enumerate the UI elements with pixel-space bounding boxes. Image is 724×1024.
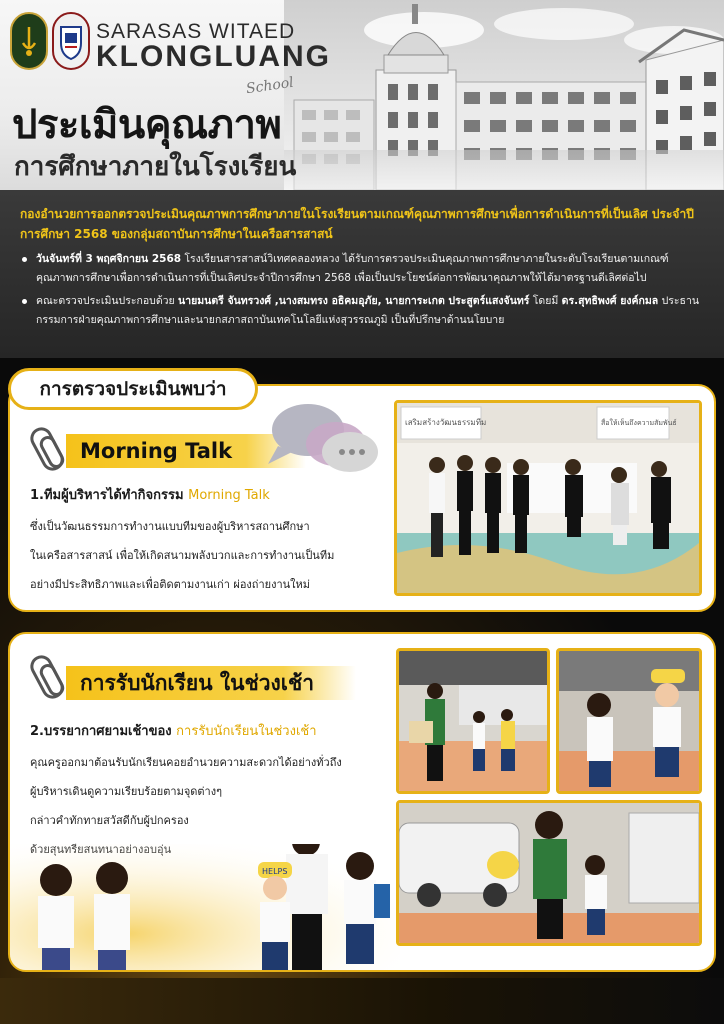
school-name [96,20,331,98]
advisor-name: ดร.สุทธิพงศ์ ยงค์กมล [561,295,659,307]
item-2-line2: ผู้บริหารเดินดูความเรียบร้อยตามจุดต่างๆ [30,785,223,798]
reception-photo-1 [396,648,550,794]
speech-bubbles-icon [258,394,388,484]
findings-tab-label: การตรวจประเมินพบว่า [39,378,227,400]
intro-section [0,190,724,358]
paperclip-icon [26,652,67,703]
header [0,0,724,190]
item-1-title-prefix: 1.ทีมผู้บริหารได้ทำกิจกรรม [30,488,189,503]
visit-date: วันจันทร์ที่ 3 พฤศจิกายน 2568 [36,253,182,265]
item-1-body [30,512,400,599]
school-name-line2: KLONGLUANG [96,40,331,73]
item-2-line1: คุณครูออกมาต้อนรับนักเรียนคอยอำนวยความสะดวกได้อย่างทั่วถึง [30,756,342,769]
item-1-line2: ในเครือสารสาสน์ เพื่อให้เกิดสนามพลังบวกและการทำงานเป็นทีม [30,549,335,562]
item-2-title-prefix: 2.บรรยากาศยามเช้าของ [30,724,177,739]
page-title: ประเมินคุณภาพ [12,102,282,148]
photo-banner-left: เสริมสร้างวัฒนธรรมทีม [405,418,487,427]
morning-talk-chip-label: Morning Talk [80,439,233,463]
hat-text: HELPS [262,867,288,876]
visit-description: โรงเรียนสารสาสน์วิเทศคลองหลวง ได้รับการตรวจประเมินคุณภาพการศึกษาภายในระดับโรงเรียนตามเกณฑ์คุณภาพการศึกษาเพื่อการดำเนินการที่เป็นเลิศประจำปีการศึกษา 2568 เพื่อเป็นประโยชน์ต่อการพัฒนาคุณภาพให้ได้มาตรฐานดีเลิศต่อไป [36,253,669,284]
intro-heading: กองอำนวยการออกตรวจประเมินคุณภาพการศึกษาภายในโรงเรียนตามเกณฑ์คุณภาพการศึกษาเพื่อการดำเนินการที่เป็นเลิศ ประจำปีการศึกษา 2568 ของกลุ่มสถาบันการศึกษาในเครือสารสาสน์ [20,207,694,241]
reception-photo-2 [556,648,702,794]
logos [10,12,90,70]
morning-talk-card [8,384,716,612]
item-1-line3: อย่างมีประสิทธิภาพและเพื่อติดตามงานเก่า ผ่องถ่ายงานใหม่ [30,578,311,591]
item-2-title-highlight: การรับนักเรียนในช่วงเช้า [176,724,317,739]
sarasas-logo [10,12,48,70]
item-1-title [30,484,270,505]
committee-names: นายมนตรี จันทรวงศ์ ,นางสมทรง อธิคมอุภัย, นายการะเกต ประสูตร์แสงจันทร์ [178,295,530,307]
item-2-line3: กล่าวคำทักทายสวัสดีกับผู้ปกครอง [30,814,189,827]
item-2-title [30,720,317,741]
advisor-role: ประธานกรรมการฝ่ายคุณภาพการศึกษาและนายกสภาสถาบันเทคโนโลยีแห่งสุวรรณภูมิ เป็นที่ปรึกษาด้านนโยบาย [36,295,700,326]
item-1-line1: ซึ่งเป็นวัฒนธรรมการทำงานแบบทีมของผู้บริหารสถานศึกษา [30,520,310,533]
reception-photo-3 [396,800,702,946]
morning-reception-chip-label: การรับนักเรียน ในช่วงเช้า [80,670,315,695]
morning-reception-chip [66,666,356,700]
school-name-line1: SARASAS WITAED [96,20,296,43]
morning-talk-photo [394,400,702,596]
findings-tab [8,368,258,410]
intro-bullet-date [20,250,704,288]
morning-reception-card [8,632,716,972]
committee-join: โดยมี [529,295,562,307]
footer-strip [0,978,724,1024]
klongluang-school-crest [52,12,90,70]
intro-list [20,250,704,330]
school-building-image [284,0,724,190]
students-teacher-cutout [10,844,400,972]
school-name-script: School [245,74,295,98]
photo-banner-right: สื่อให้เห็นถึงความสัมพันธ์ [601,419,677,427]
item-1-title-highlight: Morning Talk [188,488,270,503]
paperclip-icon [26,424,67,475]
page-subtitle: การศึกษาภายในโรงเรียน [14,152,297,182]
committee-lead: คณะตรวจประเมินประกอบด้วย [36,295,179,307]
intro-bullet-committee [20,292,704,330]
